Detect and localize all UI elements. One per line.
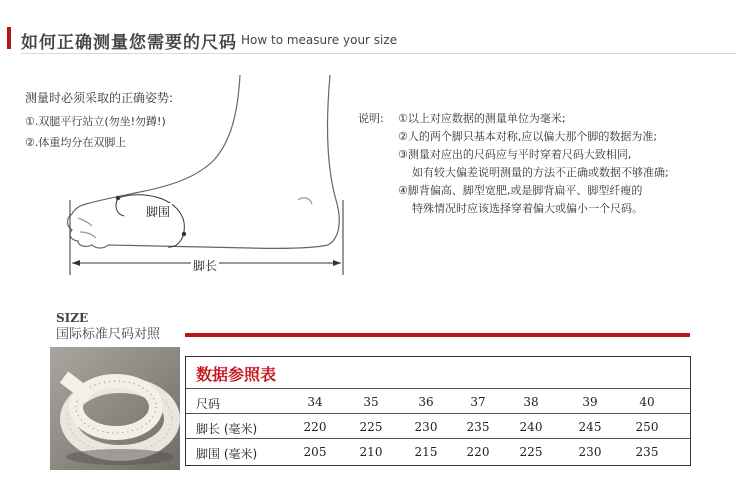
header-accent-bar xyxy=(7,27,11,49)
table-cell: 230 xyxy=(578,445,602,459)
notes-label: 说明: xyxy=(358,112,384,125)
table-cell: 225 xyxy=(519,445,543,459)
table-title: 数据参照表 xyxy=(196,365,277,384)
table-cell: 245 xyxy=(578,420,602,434)
table-divider xyxy=(186,438,690,439)
table-cell: 230 xyxy=(414,420,438,434)
note-line: ①以上对应数据的测量单位为毫米; xyxy=(398,112,566,125)
girth-label: 脚围 xyxy=(146,205,171,219)
girth-point-bottom xyxy=(182,232,186,236)
row-label-girth: 脚围 (毫米) xyxy=(196,447,258,461)
table-cell: 40 xyxy=(639,395,655,409)
page-title: 如何正确测量您需要的尺码 xyxy=(21,33,237,53)
table-cell: 210 xyxy=(359,445,383,459)
table-cell: 215 xyxy=(414,445,438,459)
page-title-en: How to measure your size xyxy=(241,33,398,47)
note-line: 如有较大偏差说明测量的方法不正确或数据不够准确; xyxy=(412,166,669,179)
size-reference-table xyxy=(185,356,691,466)
table-divider xyxy=(186,388,690,389)
table-cell: 240 xyxy=(519,420,543,434)
note-line: 特殊情况时应该选择穿着偏大或偏小一个尺码。 xyxy=(412,202,643,215)
size-label-cn: 国际标准尺码对照 xyxy=(56,327,161,342)
note-line: ②人的两个脚只基本对称,应以偏大那个脚的数据为准; xyxy=(398,130,658,143)
table-cell: 39 xyxy=(582,395,598,409)
posture-item-1: ①.双腿平行站立(勿坐!勿蹲!) xyxy=(25,115,166,128)
size-label-en: SIZE xyxy=(56,311,89,325)
posture-title: 测量时必须采取的正确姿势: xyxy=(25,91,174,105)
table-cell: 205 xyxy=(303,445,327,459)
table-cell: 37 xyxy=(470,395,486,409)
table-cell: 34 xyxy=(307,395,323,409)
table-divider xyxy=(186,413,690,414)
tape-measure-image xyxy=(50,347,180,470)
table-cell: 220 xyxy=(303,420,327,434)
table-cell: 250 xyxy=(635,420,659,434)
table-cell: 235 xyxy=(466,420,490,434)
note-line: ④脚背偏高、脚型宽肥,或是脚背扁平、脚型纤瘦的 xyxy=(398,184,643,197)
posture-item-2: ②.体重均分在双脚上 xyxy=(25,136,127,149)
note-line: ③测量对应出的尺码应与平时穿着尺码大致相同, xyxy=(398,148,632,161)
header-divider xyxy=(21,53,736,54)
row-label-length: 脚长 (毫米) xyxy=(196,422,258,436)
table-cell: 220 xyxy=(466,445,490,459)
table-cell: 235 xyxy=(635,445,659,459)
row-label-size: 尺码 xyxy=(196,397,221,411)
table-cell: 225 xyxy=(359,420,383,434)
table-cell: 35 xyxy=(363,395,379,409)
table-cell: 38 xyxy=(523,395,539,409)
size-divider xyxy=(185,333,690,337)
girth-point-top xyxy=(116,196,120,200)
table-cell: 36 xyxy=(418,395,434,409)
length-label: 脚长 xyxy=(193,259,218,273)
